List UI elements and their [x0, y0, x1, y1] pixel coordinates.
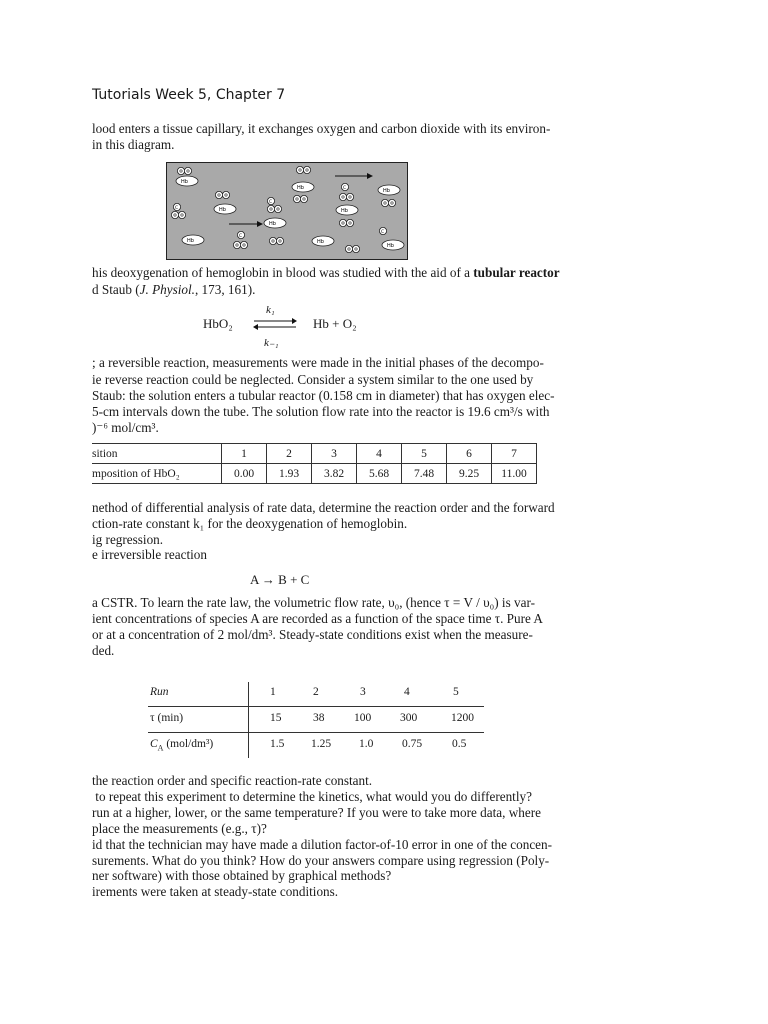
row-label-tau: τ (min) [150, 712, 184, 724]
table-row [92, 464, 537, 484]
table-cell: 1.0 [359, 738, 374, 750]
paragraph-3-line-1: a CSTR. To learn the rate law, the volumetric flow rate, υ₀, (hence τ = V / υ₀) is var- [92, 595, 535, 610]
table-cell: 1.25 [311, 738, 332, 750]
intro-line-1: lood enters a tissue capillary, it exchanges oxygen and carbon dioxide with its environ- [92, 121, 551, 136]
row-label-run: Run [150, 686, 169, 698]
hemoglobin-molecule [292, 182, 314, 192]
row-label-decomposition: mposition of HbO₂ [92, 464, 222, 484]
oxygen-molecule [267, 205, 281, 212]
intro-line-2: in this diagram. [92, 137, 175, 152]
oxygen-molecule [339, 219, 353, 226]
reaction-1-products: Hb + O₂ [313, 316, 357, 331]
hemoglobin-molecule [264, 218, 286, 228]
table-cell: 11.00 [492, 464, 537, 484]
question-1-line-2: ction-rate constant k₁ for the deoxygenation of hemoglobin. [92, 516, 408, 531]
table-cell: 4 [404, 686, 410, 698]
page-title: Tutorials Week 5, Chapter 7 [92, 87, 286, 103]
text-run: d Staub ( [92, 282, 140, 297]
svg-text:Hb: Hb [187, 238, 194, 244]
svg-text:C: C [381, 230, 385, 235]
table-cell: 15 [270, 712, 282, 724]
table-divider [248, 682, 249, 758]
table-cell: 5.68 [357, 464, 402, 484]
table-cell: 0.5 [452, 738, 467, 750]
table-cell: 1.5 [270, 738, 285, 750]
svg-text:Hb: Hb [219, 207, 226, 213]
paragraph-2-line-5: )⁻⁶ mol/cm³. [92, 420, 159, 435]
forward-rate-constant: k₁ [266, 304, 275, 316]
question-2-line-1: the reaction order and specific reaction-rate constant. [92, 773, 373, 788]
table-cell: 0.00 [222, 464, 267, 484]
flow-arrow [335, 173, 373, 179]
table-cell: 9.25 [447, 464, 492, 484]
paragraph-3-line-3: or at a concentration of 2 mol/dm³. Steady-state conditions exist when the measure- [92, 627, 533, 642]
cstr-data-table [148, 682, 484, 758]
oxygen-molecule [177, 167, 191, 174]
table-cell: 1.93 [267, 464, 312, 484]
table-cell: 38 [313, 712, 325, 724]
row-label-ca [150, 738, 213, 752]
paragraph-2-line-1: ; a reversible reaction, measurements were made in the initial phases of the decompo- [92, 355, 544, 370]
oxygen-molecule [171, 211, 185, 218]
oxygen-molecule [233, 241, 247, 248]
text-run-bold: tubular reactor [473, 265, 560, 280]
table-cell: 3.82 [312, 464, 357, 484]
ca-subscript: A [157, 743, 164, 753]
hemoglobin-molecule [214, 204, 236, 214]
svg-text:C: C [343, 186, 347, 191]
table-cell: 300 [400, 712, 418, 724]
oxygen-molecule [269, 237, 283, 244]
table-cell: 5 [453, 686, 459, 698]
reverse-rate-constant: k₋₁ [264, 337, 279, 349]
table-cell: 7.48 [402, 464, 447, 484]
svg-text:Hb: Hb [383, 188, 390, 194]
hemoglobin-molecule [382, 240, 404, 250]
oxygen-molecule [345, 245, 359, 252]
svg-text:Hb: Hb [181, 179, 188, 185]
carbon-dioxide-molecule [173, 203, 180, 211]
svg-text:Hb: Hb [387, 243, 394, 249]
capillary-diagram [166, 162, 408, 260]
hemoglobin-molecule [182, 235, 204, 245]
svg-text:Hb: Hb [297, 185, 304, 191]
question-2-line-4: place the measurements (e.g., τ)? [92, 821, 267, 836]
table-cell: 0.75 [402, 738, 423, 750]
table-row [92, 444, 537, 464]
ca-symbol: C [150, 738, 158, 750]
oxygen-molecule [293, 195, 307, 202]
hemoglobin-molecule [378, 185, 400, 195]
oxygen-molecule [339, 193, 353, 200]
text-run: his deoxygenation of hemoglobin in blood was studied with the aid of a [92, 265, 474, 280]
svg-text:Hb: Hb [341, 208, 348, 214]
carbon-dioxide-molecule [341, 183, 348, 191]
table-cell: 1 [222, 444, 267, 464]
svg-text:C: C [175, 206, 179, 211]
paragraph-1-line-1 [92, 265, 560, 281]
question-1-line-4: e irreversible reaction [92, 547, 207, 562]
question-2-line-6: surements. What do you think? How do your answers compare using regression (Poly- [92, 853, 550, 868]
table-cell: 7 [492, 444, 537, 464]
carbon-dioxide-molecule [379, 227, 386, 235]
flow-arrow [229, 221, 263, 227]
paragraph-3-line-4: ded. [92, 643, 115, 658]
table-cell: 100 [354, 712, 372, 724]
capillary-diagram-svg [167, 163, 407, 259]
paragraph-2-line-4: 5-cm intervals down the tube. The solution flow rate into the reactor is 19.6 cm³/s with [92, 404, 550, 419]
table-cell: 1200 [451, 712, 474, 724]
hbo2-decomposition-table [92, 443, 537, 484]
equilibrium-arrows-icon [252, 316, 298, 332]
question-1-line-3: ig regression. [92, 532, 164, 547]
question-1-line-1: nethod of differential analysis of rate data, determine the reaction order and the forward [92, 500, 555, 515]
hemoglobin-molecule [336, 205, 358, 215]
table-cell: 1 [270, 686, 276, 698]
table-cell: 2 [313, 686, 319, 698]
paragraph-3-line-2: ient concentrations of species A are recorded as a function of the space time τ. Pure A [92, 611, 543, 626]
table-cell: 2 [267, 444, 312, 464]
oxygen-molecule [296, 166, 310, 173]
table-cell: 3 [312, 444, 357, 464]
svg-text:C: C [239, 234, 243, 239]
reaction-1-reactant: HbO₂ [203, 316, 233, 331]
table-cell: 6 [447, 444, 492, 464]
svg-text:C: C [269, 200, 273, 205]
carbon-dioxide-molecule [237, 231, 244, 239]
reaction-2-equation: A → B + C [250, 572, 310, 587]
question-2-line-3: run at a higher, lower, or the same temperature? If you were to take more data, where [92, 805, 541, 820]
ca-unit: (mol/dm³) [163, 738, 214, 750]
oxygen-molecule [381, 199, 395, 206]
table-cell: 3 [360, 686, 366, 698]
carbon-dioxide-molecule [267, 197, 274, 205]
question-2-line-7: ner software) with those obtained by graphical methods? [92, 868, 392, 883]
hemoglobin-molecule [312, 236, 334, 246]
svg-text:Hb: Hb [269, 221, 276, 227]
text-run: , 173, 161). [194, 282, 256, 297]
hemoglobin-molecule [176, 176, 198, 186]
svg-text:Hb: Hb [317, 239, 324, 245]
question-2-line-5: id that the technician may have made a dilution factor-of-10 error in one of the concen- [92, 837, 553, 852]
oxygen-molecule [215, 191, 229, 198]
table-cell: 4 [357, 444, 402, 464]
question-2-line-8: irements were taken at steady-state conditions. [92, 884, 339, 899]
question-2-line-2: to repeat this experiment to determine the kinetics, what would you do differently? [92, 789, 532, 804]
paragraph-2-line-2: ie reverse reaction could be neglected. Consider a system similar to the one used by [92, 372, 534, 387]
table-divider [148, 706, 484, 707]
paragraph-2-line-3: Staub: the solution enters a tubular reactor (0.158 cm in diameter) that has oxygen elec- [92, 388, 555, 403]
table-divider [148, 732, 484, 733]
table-cell: 5 [402, 444, 447, 464]
paragraph-1-line-2 [92, 282, 255, 298]
journal-name: J. Physiol. [139, 282, 195, 297]
row-label-position: sition [92, 444, 222, 464]
